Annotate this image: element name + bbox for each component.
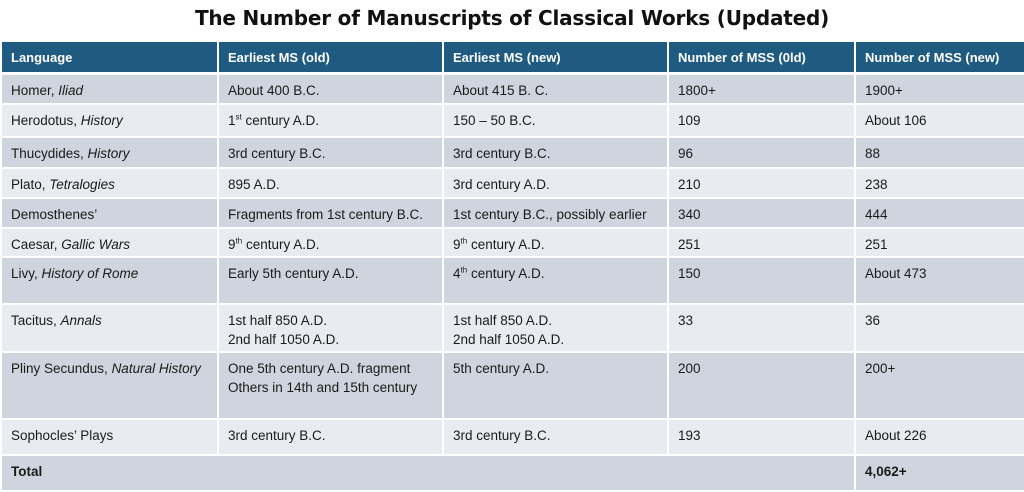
table-row: [1, 304, 1024, 352]
cell-work: Demosthenes’: [1, 198, 218, 228]
table-row: [1, 352, 1024, 419]
cell-count-old: 96: [668, 137, 855, 168]
header-earliest-ms-new: Earliest MS (new): [443, 41, 668, 74]
cell-count-old: 1800+: [668, 74, 855, 104]
cell-earliest-new: 3rd century A.D.: [443, 168, 668, 198]
cell-earliest-old: Fragments from 1st century B.C.: [218, 198, 443, 228]
cell-count-old: 210: [668, 168, 855, 198]
table-row: [1, 168, 1024, 198]
cell-count-new: 251: [855, 228, 1024, 257]
cell-count-new: About 473: [855, 257, 1024, 304]
header-number-mss-new: Number of MSS (new): [855, 41, 1024, 74]
table-row: [1, 74, 1024, 104]
cell-earliest-new: 4th century A.D.: [443, 257, 668, 304]
table-row: [1, 198, 1024, 228]
header-language: Language: [1, 41, 218, 74]
cell-count-new: 1900+: [855, 74, 1024, 104]
total-label: Total: [1, 455, 855, 491]
header-earliest-ms-old: Earliest MS (old): [218, 41, 443, 74]
cell-work: Thucydides, History: [1, 137, 218, 168]
cell-count-old: 340: [668, 198, 855, 228]
cell-earliest-old: One 5th century A.D. fragment Others in 14th and 15th century: [218, 352, 443, 419]
cell-work: Pliny Secundus, Natural History: [1, 352, 218, 419]
cell-earliest-old: 3rd century B.C.: [218, 419, 443, 455]
cell-count-new: About 226: [855, 419, 1024, 455]
cell-count-new: 444: [855, 198, 1024, 228]
table-row: [1, 419, 1024, 455]
table-row: [1, 104, 1024, 137]
cell-earliest-old: About 400 B.C.: [218, 74, 443, 104]
cell-work: Homer, Iliad: [1, 74, 218, 104]
cell-earliest-new: 1st half 850 A.D. 2nd half 1050 A.D.: [443, 304, 668, 352]
cell-work: Livy, History of Rome: [1, 257, 218, 304]
cell-earliest-new: 3rd century B.C.: [443, 137, 668, 168]
total-value: 4,062+: [855, 455, 1024, 491]
cell-count-old: 193: [668, 419, 855, 455]
cell-work: Plato, Tetralogies: [1, 168, 218, 198]
cell-earliest-old: 9th century A.D.: [218, 228, 443, 257]
table-header-row: [1, 41, 1024, 74]
cell-earliest-new: 9th century A.D.: [443, 228, 668, 257]
cell-earliest-old: 1st half 850 A.D. 2nd half 1050 A.D.: [218, 304, 443, 352]
total-row: [1, 455, 1024, 491]
page-title: The Number of Manuscripts of Classical Works (Updated): [194, 6, 830, 30]
cell-earliest-new: 5th century A.D.: [443, 352, 668, 419]
cell-count-old: 200: [668, 352, 855, 419]
manuscripts-table: [0, 40, 1024, 492]
cell-earliest-new: 3rd century B.C.: [443, 419, 668, 455]
header-number-mss-old: Number of MSS (0ld): [668, 41, 855, 74]
cell-count-new: 200+: [855, 352, 1024, 419]
cell-count-new: 88: [855, 137, 1024, 168]
cell-count-new: 238: [855, 168, 1024, 198]
table-row: [1, 228, 1024, 257]
cell-count-old: 109: [668, 104, 855, 137]
cell-work: Herodotus, History: [1, 104, 218, 137]
cell-work: Tacitus, Annals: [1, 304, 218, 352]
cell-count-new: 36: [855, 304, 1024, 352]
cell-earliest-old: Early 5th century A.D.: [218, 257, 443, 304]
cell-count-new: About 106: [855, 104, 1024, 137]
cell-count-old: 251: [668, 228, 855, 257]
cell-count-old: 150: [668, 257, 855, 304]
cell-earliest-old: 3rd century B.C.: [218, 137, 443, 168]
cell-earliest-new: 1st century B.C., possibly earlier: [443, 198, 668, 228]
cell-work: Sophocles’ Plays: [1, 419, 218, 455]
cell-earliest-old: 1st century A.D.: [218, 104, 443, 137]
cell-earliest-new: 150 – 50 B.C.: [443, 104, 668, 137]
table-row: [1, 257, 1024, 304]
cell-earliest-new: About 415 B. C.: [443, 74, 668, 104]
cell-earliest-old: 895 A.D.: [218, 168, 443, 198]
cell-count-old: 33: [668, 304, 855, 352]
cell-work: Caesar, Gallic Wars: [1, 228, 218, 257]
table-row: [1, 137, 1024, 168]
